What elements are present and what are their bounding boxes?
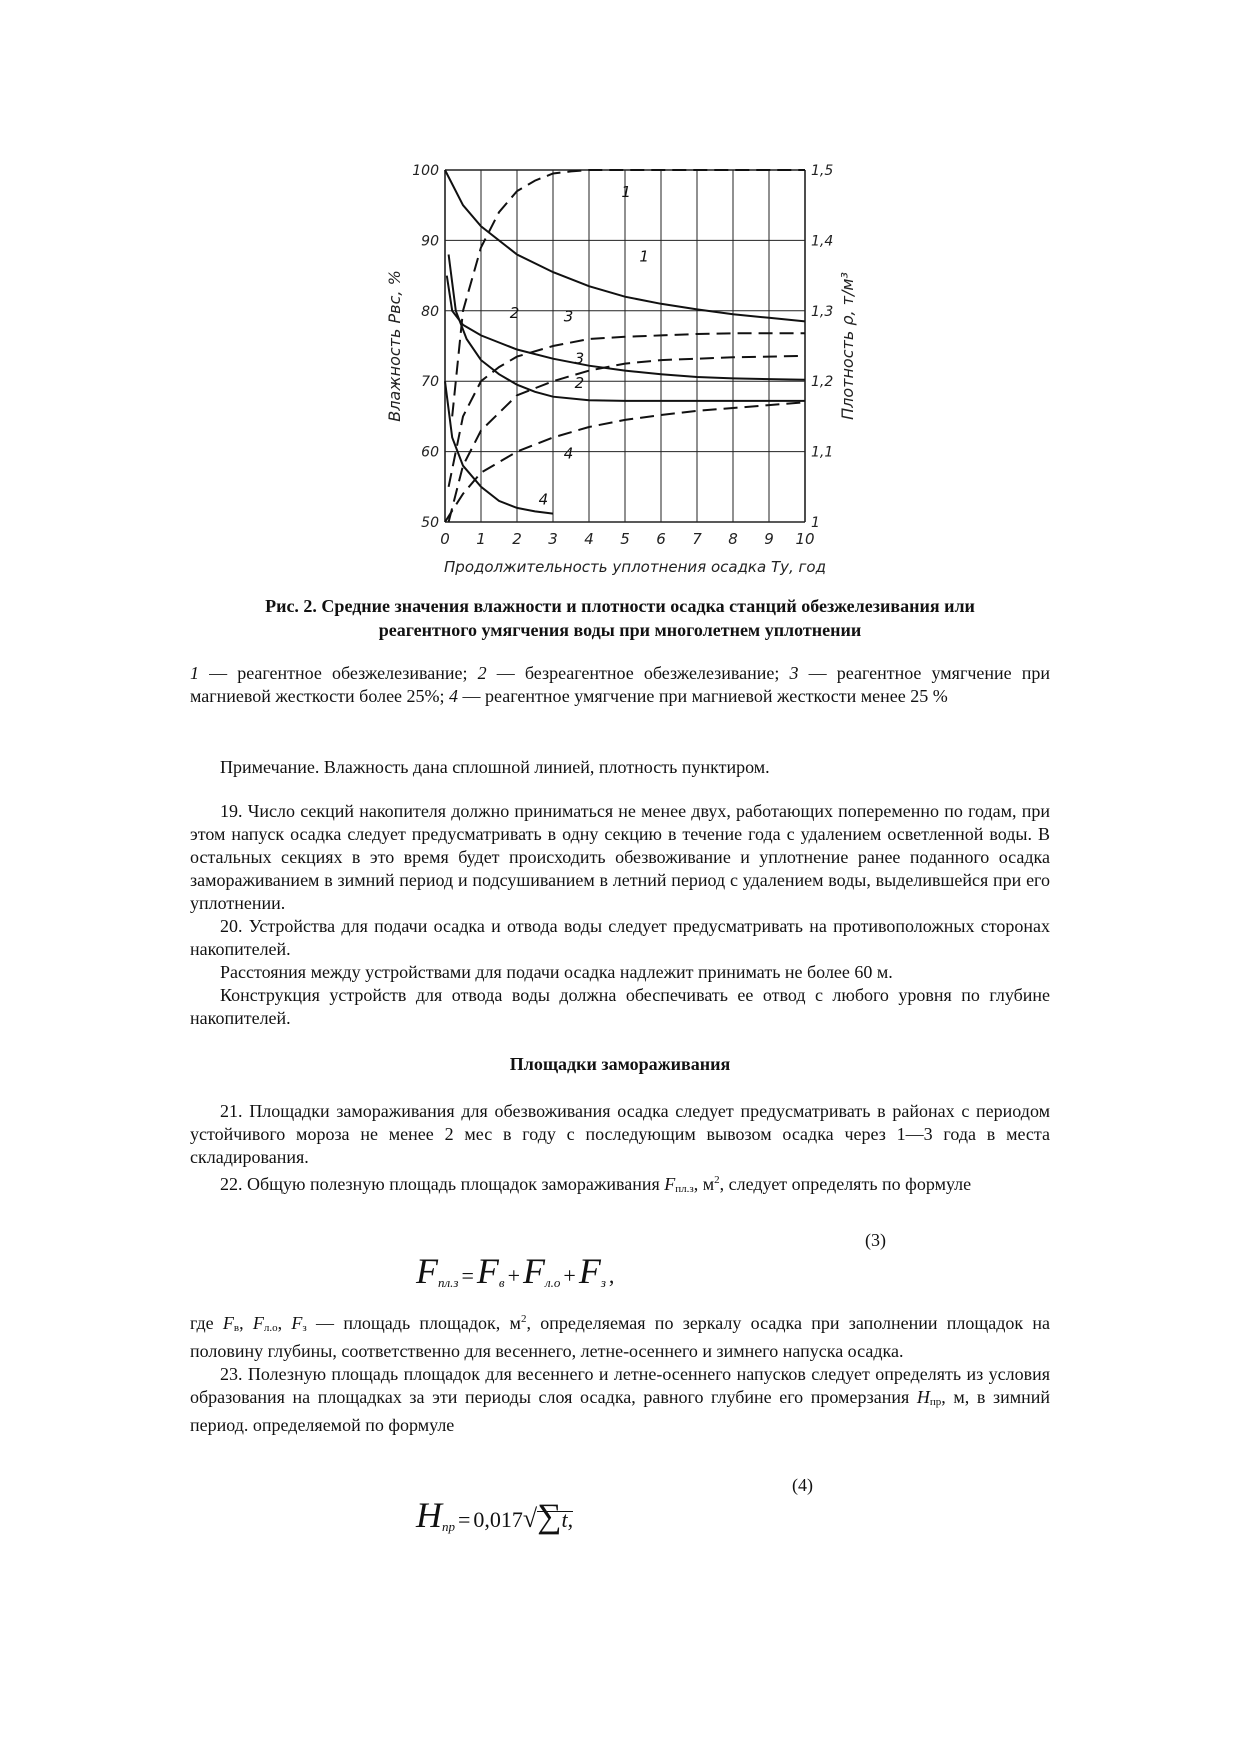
p23-text-b: , м, в зимний период. определяемой по формуле	[190, 1387, 1050, 1435]
formula3-equals: =	[461, 1263, 474, 1288]
curve-number-label: 4	[538, 490, 549, 509]
legend-text: — реагентное умягчение при магниевой жесткости более 25%;	[190, 663, 1050, 706]
legend-number: 4	[449, 686, 459, 706]
x-tick-label: 8	[728, 530, 738, 548]
y-right-tick-label: 1,1	[811, 444, 834, 461]
paragraph-19: 19. Число секций накопителя должно приниматься не менее двух, работающих попеременно по годам, при этом напуск осадка следует предусматривать в одну секцию в течение года с удалением осветленной воды. В остальных секциях в это время будет происходить обезвоживание и уплотнение ранее поданного осадка замораживанием в зимний период и подсушиванием в летний период с удалением воды, выделившейся при его уплотнении.	[190, 801, 1050, 913]
formula3-term: F	[476, 1251, 499, 1291]
curve-number-label: 1	[621, 182, 631, 201]
where-separator: ,	[239, 1313, 253, 1333]
paragraph-20-outlet: Конструкция устройств для отвода воды должна обеспечивать ее отвод с любого уровня по глубине накопителей.	[190, 985, 1050, 1028]
y-right-tick-label: 1,5	[811, 163, 834, 179]
y-right-axis-label: Плотность ρ, т/м³	[838, 272, 857, 420]
legend-text: — безреагентное обезжелезивание;	[486, 663, 790, 683]
y-left-tick-label: 50	[421, 515, 439, 531]
where-text-b: — площадь площадок, м	[306, 1313, 521, 1333]
x-tick-label: 6	[656, 530, 666, 548]
where-text-a: где	[190, 1313, 223, 1333]
curve-number-label: 2	[509, 303, 520, 322]
moisture-density-chart	[370, 150, 870, 590]
x-tick-label: 1	[476, 530, 486, 548]
x-tick-label: 3	[548, 530, 558, 548]
where-superscript: 2	[520, 1313, 527, 1325]
formula4-comma: ,	[567, 1507, 574, 1532]
y-right-tick-label: 1,4	[811, 233, 834, 250]
formula4-symbol: H	[416, 1495, 442, 1535]
figure-legend	[190, 662, 1050, 708]
legend-text: — реагентное обезжелезивание;	[199, 663, 478, 683]
formula4-radicand	[537, 1498, 574, 1535]
x-tick-label: 4	[584, 530, 594, 548]
formula4-coefficient: 0,017	[473, 1507, 523, 1532]
y-right-tick-label: 1,2	[811, 374, 834, 391]
formula3-term: F	[523, 1251, 545, 1291]
formula3-comma: ,	[608, 1263, 615, 1288]
y-left-axis-label: Влажность Рвс, %	[385, 270, 404, 422]
paragraph-21: 21. Площадки замораживания для обезвоживания осадка следует предусматривать в районах с периодом устойчивого мороза не менее 2 мес в году с последующим вывозом осадка через 1—3 года в места складирования.	[190, 1101, 1050, 1167]
note	[190, 756, 1050, 779]
legend-number: 3	[789, 663, 799, 683]
curve-number-label: 3	[563, 307, 574, 326]
where-subscript: з	[302, 1322, 307, 1334]
formula3-plus: +	[507, 1263, 520, 1288]
equation-number-4: (4)	[792, 1475, 813, 1495]
where-text-c: , определяемая по зеркалу осадка при заполнении площадок на половину глубины, соответственно для весеннего, летне-осеннего и зимнего напуска осадка.	[190, 1313, 1051, 1361]
figure-caption	[190, 594, 1050, 642]
formula-3	[416, 1250, 617, 1292]
p22-superscript: 2	[714, 1174, 720, 1186]
where-separator: ,	[277, 1313, 292, 1333]
p22-symbol: F	[664, 1174, 676, 1194]
formula4-equals: =	[458, 1507, 471, 1532]
paragraphs-19-20	[190, 800, 1050, 1030]
legend-text: — реагентное умягчение при магниевой жесткости менее 25 %	[458, 686, 948, 706]
section-heading: Площадки замораживания	[509, 1054, 731, 1074]
formula3-subscript: з	[600, 1275, 606, 1290]
formula4-subscript: пр	[442, 1519, 455, 1534]
y-right-tick-label: 1,3	[811, 303, 834, 320]
formula3-subscript: в	[498, 1275, 505, 1290]
formula3-subscript: пл.з	[438, 1275, 459, 1290]
where-symbol: F	[291, 1313, 303, 1333]
p22-text-b: , м	[693, 1174, 715, 1194]
paragraph-20-distance: Расстояния между устройствами для подачи осадка надлежит принимать не более 60 м.	[220, 962, 893, 982]
y-left-tick-label: 70	[421, 374, 439, 391]
y-right-tick-label: 1	[811, 515, 820, 531]
p23-text-a: 23. Полезную площадь площадок для весеннего и летне-осеннего напусков следует определять из условия образования на площадках за эти периоды слоя осадка, равного глубине его промерзания	[190, 1364, 1050, 1407]
sqrt-icon: √	[522, 1504, 538, 1533]
x-tick-label: 2	[512, 530, 522, 548]
legend-number: 2	[477, 663, 487, 683]
paragraph-23	[190, 1363, 1050, 1437]
where-and-paragraph-23	[190, 1308, 1050, 1437]
formula3-plus: +	[563, 1263, 576, 1288]
where-subscript: л.о	[263, 1322, 278, 1334]
series-line-moisture-4	[445, 381, 553, 513]
figure-caption-line1: Рис. 2. Средние значения влажности и плотности осадка станций обезжелезивания или	[265, 596, 975, 616]
formula3-term: F	[578, 1251, 601, 1291]
where-symbol: F	[222, 1313, 234, 1333]
where-clause	[190, 1308, 1050, 1363]
curve-number-label: 4	[563, 444, 574, 463]
x-tick-label: 5	[620, 530, 630, 548]
paragraph-22	[190, 1169, 1050, 1201]
legend-number: 1	[190, 663, 199, 683]
formula-4	[416, 1494, 573, 1536]
formula3-term: F	[416, 1251, 438, 1291]
figure-caption-line2: реагентного умягчения воды при многолетнем уплотнении	[378, 620, 862, 640]
p23-subscript: пр	[929, 1396, 942, 1408]
y-left-tick-label: 80	[421, 303, 439, 320]
formula4-variable: t	[561, 1507, 568, 1532]
y-left-tick-label: 90	[421, 233, 439, 250]
y-left-tick-label: 100	[412, 163, 439, 179]
where-subscript: в	[233, 1322, 240, 1334]
note-text: Примечание. Влажность дана сплошной линией, плотность пунктиром.	[220, 757, 770, 777]
p22-text-a: 22. Общую полезную площадь площадок замораживания	[220, 1174, 665, 1194]
p22-text-c: , следует определять по формуле	[719, 1174, 972, 1194]
sum-icon: ∑	[537, 1498, 562, 1535]
y-left-tick-label: 60	[421, 444, 439, 461]
curve-number-label: 1	[639, 247, 649, 266]
p22-subscript: пл.з	[675, 1183, 694, 1195]
x-tick-label: 0	[440, 530, 450, 548]
paragraph-20: 20. Устройства для подачи осадка и отвода воды следует предусматривать на противоположных сторонах накопителей.	[190, 916, 1050, 959]
paragraphs-21-22	[190, 1100, 1050, 1201]
x-tick-label: 10	[795, 530, 815, 548]
where-symbol: F	[252, 1313, 264, 1333]
x-axis-label: Продолжительность уплотнения осадка Ту, год	[444, 558, 826, 576]
x-tick-label: 9	[764, 530, 774, 548]
curve-number-label: 3	[574, 349, 585, 368]
p23-symbol: H	[916, 1387, 930, 1407]
curve-number-label: 2	[574, 374, 585, 393]
equation-number-3: (3)	[865, 1230, 886, 1250]
x-tick-label: 7	[692, 530, 702, 548]
formula3-subscript: л.о	[545, 1275, 561, 1290]
